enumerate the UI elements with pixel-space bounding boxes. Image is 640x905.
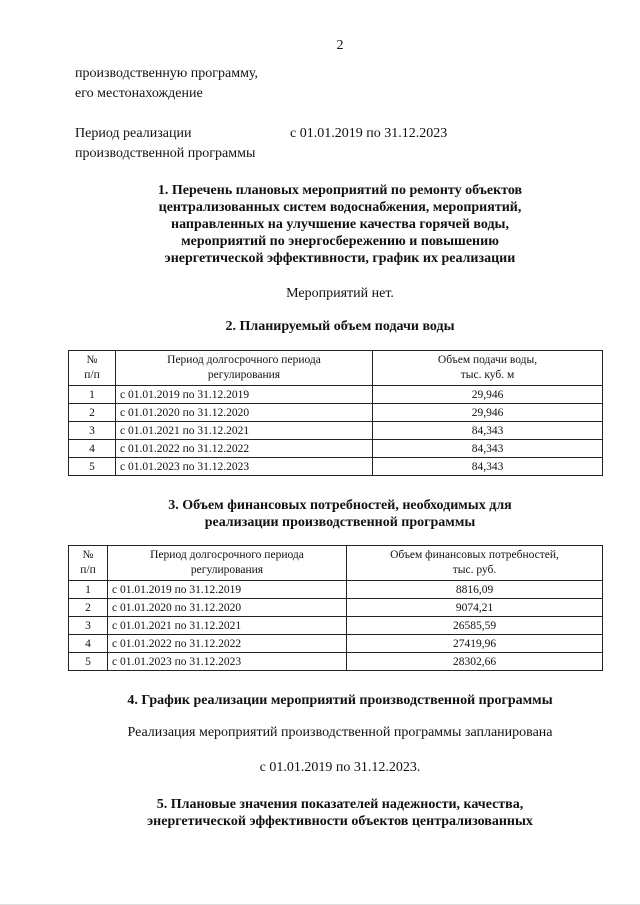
section1-heading-line: энергетической эффективности, график их реализации	[164, 251, 516, 266]
row-number: 5	[69, 653, 108, 671]
period-label-2: производственной программы	[75, 146, 256, 161]
section5-heading-line: энергетической эффективности объектов централизованных	[147, 814, 533, 829]
section1-heading-line: мероприятий по энергосбережению и повышению	[181, 234, 499, 249]
row-value: 29,946	[373, 404, 603, 422]
section1-heading-line: 1. Перечень плановых мероприятий по ремонту объектов	[157, 183, 523, 198]
intro-line-2: его местонахождение	[75, 86, 203, 101]
row-value: 84,343	[373, 458, 603, 476]
table-row	[69, 599, 603, 617]
section4-text-1: Реализация мероприятий производственной программы запланирована	[127, 725, 553, 740]
row-period: с 01.01.2022 по 31.12.2022	[108, 635, 347, 653]
row-number: 1	[69, 386, 116, 404]
section4-heading: 4. График реализации мероприятий производственной программы	[127, 693, 553, 708]
water-volume-table	[68, 350, 603, 476]
row-value: 9074,21	[347, 599, 603, 617]
section2-heading: 2. Планируемый объем подачи воды	[225, 319, 455, 334]
table-header-row	[69, 351, 603, 386]
section5-heading	[0, 796, 640, 830]
table-row	[69, 635, 603, 653]
table-row	[69, 653, 603, 671]
col-header-volume	[373, 351, 603, 386]
row-value: 84,343	[373, 440, 603, 458]
financial-needs-table	[68, 545, 603, 671]
row-number: 3	[69, 422, 116, 440]
table-row	[69, 404, 603, 422]
col-header-text: Объем финансовых потребностей, тыс. руб.	[390, 549, 559, 576]
table-row	[69, 422, 603, 440]
row-number: 2	[69, 599, 108, 617]
section1-text: Мероприятий нет.	[286, 286, 394, 301]
col-header-text: Объем подачи воды, тыс. куб. м	[437, 354, 538, 381]
row-number: 2	[69, 404, 116, 422]
col-header-finance	[347, 546, 603, 581]
section3-heading-line: 3. Объем финансовых потребностей, необходимых для	[168, 498, 512, 513]
page-number: 2	[336, 38, 344, 53]
row-period: с 01.01.2021 по 31.12.2021	[116, 422, 373, 440]
section3-heading-line: реализации производственной программы	[204, 515, 476, 530]
row-period: с 01.01.2023 по 31.12.2023	[116, 458, 373, 476]
row-number: 1	[69, 581, 108, 599]
col-header-text: № п/п	[80, 549, 96, 576]
row-period: с 01.01.2023 по 31.12.2023	[108, 653, 347, 671]
section3-heading	[0, 497, 640, 531]
row-period: с 01.01.2019 по 31.12.2019	[108, 581, 347, 599]
row-number: 3	[69, 617, 108, 635]
section4-text-2: с 01.01.2019 по 31.12.2023.	[259, 760, 421, 775]
row-period: с 01.01.2020 по 31.12.2020	[108, 599, 347, 617]
period-value: с 01.01.2019 по 31.12.2023	[290, 126, 448, 141]
period-label-1: Период реализации	[75, 126, 192, 141]
section5-heading-line: 5. Плановые значения показателей надежности, качества,	[156, 797, 524, 812]
row-number: 4	[69, 440, 116, 458]
row-period: с 01.01.2022 по 31.12.2022	[116, 440, 373, 458]
row-period: с 01.01.2019 по 31.12.2019	[116, 386, 373, 404]
col-header-period	[116, 351, 373, 386]
col-header-text: Период долгосрочного периода регулирования	[167, 354, 321, 381]
row-period: с 01.01.2020 по 31.12.2020	[116, 404, 373, 422]
row-number: 4	[69, 635, 108, 653]
col-header-period	[108, 546, 347, 581]
row-value: 26585,59	[347, 617, 603, 635]
col-header-text: № п/п	[84, 354, 100, 381]
row-value: 27419,96	[347, 635, 603, 653]
table-row	[69, 440, 603, 458]
section1-heading-line: централизованных систем водоснабжения, мероприятий,	[158, 200, 522, 215]
intro-line-1: производственную программу,	[75, 66, 259, 81]
table-row	[69, 581, 603, 599]
row-value: 29,946	[373, 386, 603, 404]
col-header-number	[69, 546, 108, 581]
row-value: 28302,66	[347, 653, 603, 671]
row-number: 5	[69, 458, 116, 476]
col-header-number	[69, 351, 116, 386]
table-header-row	[69, 546, 603, 581]
section1-heading-line: направленных на улучшение качества горячей воды,	[171, 217, 509, 232]
row-value: 8816,09	[347, 581, 603, 599]
col-header-text: Период долгосрочного периода регулирования	[150, 549, 304, 576]
row-period: с 01.01.2021 по 31.12.2021	[108, 617, 347, 635]
row-value: 84,343	[373, 422, 603, 440]
table-row	[69, 458, 603, 476]
table-row	[69, 386, 603, 404]
section1-heading	[0, 182, 640, 267]
table-row	[69, 617, 603, 635]
